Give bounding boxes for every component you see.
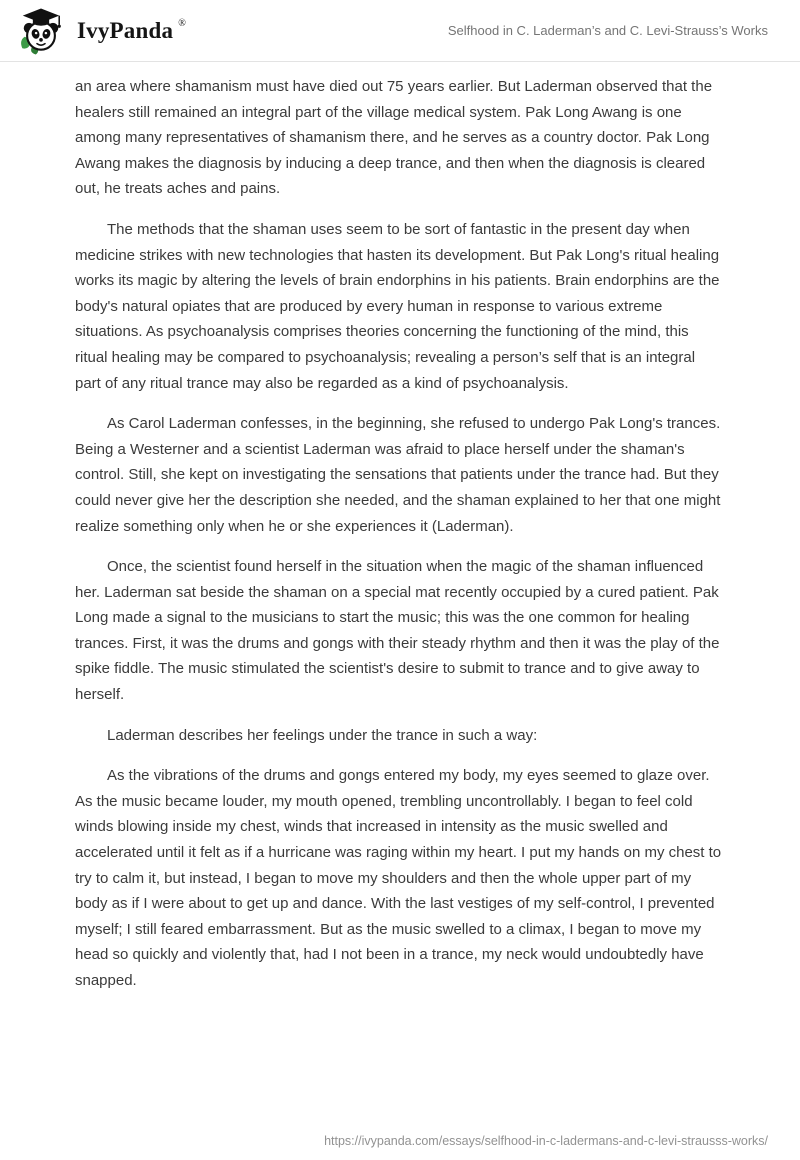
paragraph: Once, the scientist found herself in the situation when the magic of the shaman influenced her. Laderman sat beside the shaman on a special mat recently occupied by a cured patient. Pak Long made a signal to the musicians to start the music; this was the one common for healing trances. First, it was the drums and gongs with their steady rhythm and then it was the play of the spike fiddle. The music stimulated the scientist's desire to submit to trance and to give away to herself. (75, 558, 720, 704)
paragraph: Laderman describes her feelings under the trance in such a way: (107, 726, 538, 744)
source-url-link[interactable]: https://ivypanda.com/essays/selfhood-in-c-ladermans-and-c-levi-strausss-works/ (324, 1134, 768, 1148)
essay-content (0, 62, 800, 994)
header (0, 0, 800, 62)
registered-mark: ® (178, 18, 186, 29)
paragraph: The methods that the shaman uses seem to be sort of fantastic in the present day when medicine strikes with new technologies that hasten its development. But Pak Long's ritual healing works its magic by altering the levels of brain endorphins in his patients. Brain endorphins are the body's natural opiates that are produced by every human in response to various extreme situations. As psychoanalysis comprises theories concerning the functioning of the mind, this ritual healing may be compared to psychoanalysis; revealing a person’s self that is an integral part of any ritual trance may also be regarded as a kind of psychoanalysis. (75, 220, 720, 392)
footer (324, 1134, 768, 1148)
paragraph: As Carol Laderman confesses, in the beginning, she refused to undergo Pak Long's trances. Being a Westerner and a scientist Laderman was afraid to place herself under the shaman's control. Still, she kept on investigating the sensations that patients under the trance had. But they could never give her the description she needed, and the shaman explained to her that one might realize something only when he or she experiences it (Laderman). (75, 415, 721, 535)
paragraph: an area where shamanism must have died out 75 years earlier. But Laderman observed that the healers still remained an integral part of the village medical system. Pak Long Awang is one among many representatives of shamanism there, and he serves as a country doctor. Pak Long Awang makes the diagnosis by inducing a deep trance, and then when the diagnosis is cleared out, he treats aches and pains. (75, 78, 713, 198)
blockquote-paragraph: As the vibrations of the drums and gongs entered my body, my eyes seemed to glaze over. As the music became louder, my mouth opened, trembling uncontrollably. I began to feel cold winds blowing inside my chest, winds that increased in intensity as the music swelled and accelerated until it felt as if a hurricane was raging within my heart. I put my hands on my chest to try to calm it, but instead, I began to move my shoulders and then the whole upper part of my body as if I were about to get up and dance. With the last vestiges of my self-control, I prevented myself; I still feared embarrassment. But as the music swelled to a climax, I began to move my head so quickly and violently that, had I not been in a trance, my neck would undoubtedly have snapped. (75, 767, 722, 989)
brand-name: IvyPanda (77, 18, 174, 43)
page-title: Selfhood in C. Laderman’s and C. Levi-Strauss’s Works (447, 23, 768, 38)
brand[interactable] (18, 7, 185, 55)
panda-graduation-cap-icon (18, 7, 64, 55)
